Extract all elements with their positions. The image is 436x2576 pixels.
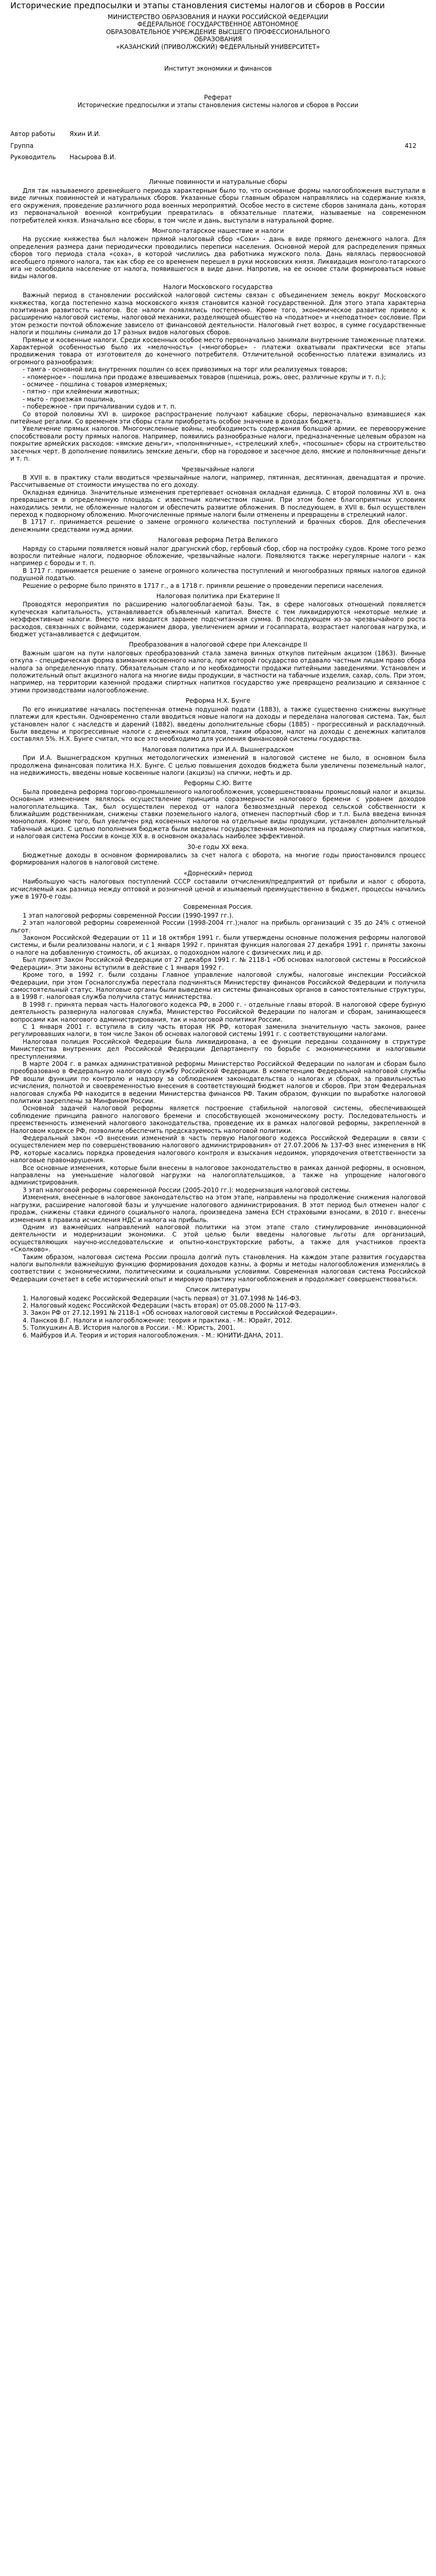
body-paragraph: Увеличение прямых налогов. Многочисленные войны, необходимость содержания большой армии, ее перевооружение способствовали росту прямых налогов. Например, появились разнообразные налоги, предназначенные целевым образом на покрытие армейских расходов: «ямские деньги», «полоняничные», «стрелецкий хлеб», «посошные» сборы на строительство засечных черт. В дополнение появились земские деньги, сбор на городовое и засечное дело, ямские и полоняничные деньги и т. п. [10, 425, 426, 463]
body-paragraph: Был принят Закон Российской Федерации от 27 декабря 1991 г. № 2118-1 «Об основах налоговой системы в Российской Федерации». Эти законы вступили в действие с 1 января 1992 г. [10, 956, 426, 971]
body-paragraph: 2. Налоговый кодекс Российской Федерации (часть вторая) от 05.08.2000 № 117-ФЗ. [23, 1301, 301, 1309]
body-paragraph: Прямые и косвенные налоги. Среди косвенных особое место первоначально занимали внутренние таможенные платежи. Характерной особенностью было их «мелочность» («многоборье» - платежи охватывали практически все этапы продвижения товара от изготовителя до конечного потребителя. Отличительной особенностью платежи взимались из огромного разнообразия: [10, 336, 426, 366]
section-heading: Реформа Н.Х. Бунге [185, 697, 251, 705]
document-body [10, 178, 426, 1339]
body-paragraph: 1. Налоговый кодекс Российской Федерации (часть первая) от 31.07.1998 № 146-ФЗ. [23, 1294, 302, 1302]
meta-group-label: Группа [10, 142, 34, 149]
body-paragraph: В марте 2004 г. в рамках административной реформы Министерство Российской Федерации по налогам и сборам было преобразовано в Федеральную налоговую службу Российской Федерации. В компетенцию Федеральной налоговой службы РФ вошли функции по контролю и надзору за соблюдением законодательства о налогах и сборах, за правильностью исчисления, полнотой и своевременностью внесения в соответствующий бюджет налогов и сборов. При этом Федеральная налоговая служба РФ находится в ведении Министерства финансов РФ. Таким образом, функции по выработке налоговой политики закреплены за Минфином России. [10, 1060, 426, 1105]
body-paragraph: - «померное» - пошлина при продаже взвешиваемых товаров (пшеница, рожь, овес, различные крупы и т. п.); [23, 373, 386, 381]
section-heading: Налоговая политика при И.А. Вышнеградском [142, 745, 294, 753]
meta-head-label: Руководитель [10, 154, 56, 161]
body-paragraph: Все основные изменения, которые были внесены в налоговое законодательство в рамках данной реформы, в основном, направлены на уменьшение налоговой нагрузки на налогоплательщиков, а также на упрощение налогового администрирования. [10, 1164, 426, 1187]
meta-group-row [10, 142, 426, 149]
section-heading: Налоги Московского государства [163, 283, 273, 291]
meta-author-row [10, 130, 426, 138]
header-line: МИНИСТЕРСТВО ОБРАЗОВАНИЯ И НАУКИ РОССИЙСКОЙ ФЕДЕРАЦИИ [108, 13, 328, 21]
meta-head-value: Насырова В.И. [69, 154, 116, 161]
body-paragraph: - мыто - проезжая пошлина, [23, 395, 115, 403]
body-paragraph: Налоговая полиция Российской Федерации была ликвидирована, а ее функции переданы созданному в структуре Министерства внутренних дел Российской Федерации Департаменту по борьбе с экономическими и налоговыми преступлениями. [10, 1038, 426, 1060]
body-paragraph: Бюджетные доходы в основном формировались за счет налога с оборота, на многие годы приостановился процесс формирования налогов в налоговой системе. [10, 852, 426, 867]
body-paragraph: - пятно - при клеймении животных; [23, 388, 139, 396]
body-paragraph: 2 этап налоговой реформы современной России (1998-2004 гг.);налог на прибыль организаций с 35 до 24% с отменой льгот. [10, 919, 426, 934]
body-paragraph: Окладная единица. Значительные изменения претерпевает основная окладная единица. С второй половины XVI в. она превращается в определенную площадь с известным количеством пашни. При этом более благоприятных условиях находились земли, не обложенные налогом и обеспечить развитие обложения. В последующем, в XVII в. был осуществлен переход к подворному обложению. Многочисленные прямые налоги были отменены и превращены в стрелецкий налог. [10, 488, 426, 518]
body-paragraph: - осмичее - пошлина с товаров измеряемых; [23, 381, 167, 388]
body-paragraph: Важный период в становлении российской налоговой системы связан с объединением земель вокруг Московского княжества, когда постепенно казна московского князя становится казной государственной. Для этого этапа характерна позитивная развитость налогов. Все налоги появлялись постепенно. Кроме того, экономическое развитие привело к расширению налоговой системы, налоговой механики, разделяющей общество на «податное» и «неподатное» сословие. При этом резкости почтой обложение зависело от финансовой деятельности. Налоговый гнет возрос, в сумме государственные налоги и пошлины снимали до 17 разных видов налоговых сборов. [10, 292, 426, 336]
body-paragraph: - побережное - при причаливании судов и т. п. [23, 403, 177, 411]
meta-author-value: Яхин И.И. [69, 130, 101, 138]
body-paragraph: Была проведена реформа торгово-промышленного налогообложения, усовершенствованы промысловый налог и акцизы. Основным изменением являлось осуществление принципа соразмерности налогового бремени с уровнем доходов налогоплательщика. Так, был осуществлен переход от налога безвозмездный переход сельской собственности к ближайшим родственникам, снижены ставки поземельного налога, отменен паспортный сбор и т.п. Была введена винная монополия. Кроме того, был увеличен ряд косвенных налогов на отдельные виды продукции, установлен дополнительный табачный акциз. С целью пополнения бюджета были введены государственная монополия на продажу спиртных напитков, и налоговая система России в конце XIX в. в основном оказалась наиболее эффективной. [10, 788, 426, 840]
section-heading: Современная Россия. [183, 903, 253, 911]
body-paragraph: По его инициативе началась постепенная отмена подушной подати (1883), а также существенно снижены выкупные платежи для крестьян. Одновременно стали вводиться новые налоги на доходы и переделана налоговая система. Так, был установлен налог с наследств и дарений (1882), введены дополнительные сборы (1885) - прогрессивный и раскладочный. Были введены и прогрессивные налоги с денежных капиталов, таким образом, налог на доходы с денежных капиталов составлял 5%. Н.Х. Бунге считал, что все это необходимо для усиления финансовой системы государства. [10, 705, 426, 743]
body-paragraph: Федеральный закон «О внесении изменений в часть первую Налогового кодекса Российской Федерации в связи с осуществлением мер по совершенствованию налогового администрирования» от 27.07.2006 № 137-ФЗ внес изменения в НК РФ, которые касались порядка проведения налогового контроля и взыскания недоимок, упорядочения ответственности за налоговые правонарушения. [10, 1134, 426, 1164]
meta-group-value: 412 [405, 142, 416, 149]
header-line: ОБРАЗОВАНИЯ [194, 36, 242, 43]
meta-author-label: Автор работы [10, 130, 56, 138]
doc-type: Реферат [204, 94, 232, 101]
body-paragraph: В 1717 г. принимается решение о замене огромного количества поступлений и брачных сборов. Для обеспечения денежными средствами нужд армии. [10, 518, 426, 533]
meta-block [10, 130, 426, 161]
body-paragraph: Со второй половины XVI в. широкое распространение получают кабацкие сборы, первоначально взимавшиеся как питейные регалии. Со временем эти сборы стали приобретать особое значение в доходах бюджета. [10, 410, 426, 426]
section-heading: Список литературы [185, 1286, 251, 1294]
body-paragraph: 1 этап налоговой реформы современной России (1990-1997 гг.). [23, 911, 234, 919]
body-paragraph: 6. Майбуров И.А. Теория и история налогообложения. - М.: ЮНИТИ-ДАНА, 2011. [23, 1331, 283, 1339]
body-paragraph: 4. Пансков В.Г. Налоги и налогообложение: теория и практика. - М.: Юрайт, 2012. [23, 1316, 292, 1324]
header-line: ФЕДЕРАЛЬНОЕ ГОСУДАРСТВЕННОЕ АВТОНОМНОЕ [137, 21, 299, 28]
body-paragraph: В 1717 г. принимается решение о замене огромного количества поступлений и многообразных прямых налогов единой подушной податью. [10, 567, 426, 582]
body-paragraph: 3. Закон РФ от 27.12.1991 № 2118-1 «Об основах налоговой системы в Российской Федерации». [23, 1309, 338, 1317]
institute-name: Институт экономики и финансов [164, 65, 272, 73]
header-line: ОБРАЗОВАТЕЛЬНОЕ УЧРЕЖДЕНИЕ ВЫСШЕГО ПРОФЕССИОНАЛЬНОГО [106, 28, 330, 36]
section-heading: Налоговая политика при Екатерине II [156, 592, 280, 600]
body-paragraph: Одним из важнейших направлений налоговой политики на этом этапе стало стимулирование инновационной деятельности и модернизации экономики. С этой целью были введены налоговые льготы для организаций, осуществляющих научно-исследовательские и опытно-конструкторские работы, а также для участников проекта «Сколково». [10, 1223, 426, 1253]
body-paragraph: Наибольшую часть налоговых поступлений СССР составили отчисления/предприятий от прибыли и налог с оборота, исчисляемый как разница между оптовой и розничной ценой и изымаемый преимущественно в бюджет, процессы начались уже в 1970-е годы. [10, 878, 426, 901]
body-paragraph: Важным шагом на пути налоговых преобразований стала замена винных откупов питейным акцизом (1863). Винные откупа - специфическая форма взимания косвенного налога, при которой государство отдавало частным лицам право сбора налога за определенную плату. Обязательным стало и по необходимости продажи питейными заведениями. Установлен и положительный опыт акцизного налога на многие виды продукции, в частности на табачные изделия, сахар, соль. При этом, например, на территории казенной продажи спиртных напитков государство уже превращено реализацию и связанное с этими производствами налогообложение. [10, 649, 426, 694]
section-heading: 30-е годы XX века. [187, 843, 249, 851]
body-paragraph: Изменения, внесенные в налоговое законодательство на этом этапе, направлены на продолжение снижения налоговой нагрузки, расширение налоговой базы и улучшение налогового администрирования. В этот период был отменен налог с продаж, снижены ставки единого социального налога, произведена замена ЕСН страховыми взносами, в 2010 г. внесены изменения в правила исчисления НДС и налога на прибыль. [10, 1194, 426, 1224]
meta-head-row [10, 154, 426, 161]
body-paragraph: В XVII в. в практику стали вводиться чрезвычайные налоги, например, пятинная, десятинная, двенадцатая и прочие. Рассчитываемые от стоимости имущества по его доходу. [10, 473, 426, 489]
body-paragraph: Наряду со старыми появляется новый налог драгунский сбор, гербовый сбор, сбор на постройку судов. Кроме того резко возросли питейные налоги, подворное обложение, чрезвычайные налоги. Появляются также нерегулярные налоги - как например с бороды и т. п. [10, 545, 426, 567]
doc-subject: Исторические предпосылки и этапы становления системы налогов и сборов в России [77, 101, 359, 109]
section-heading: Личные повинности и натуральные сборы [149, 178, 287, 186]
body-paragraph: Кроме того, в 1992 г. были созданы Главное управление налоговой службы, налоговые инспекции Российской Федерации, при этом Госналогслужба перестала подчиняться Министерству финансов Российской Федерации и получила самостоятельный статус. Налоговые органы были выведены из системы финансовых органов в самостоятельные структуры, а в 1998 г. налоговая служба получила статус министерства. [10, 971, 426, 1001]
section-heading: Преобразования в налоговой сфере при Александре II [129, 641, 307, 649]
body-paragraph: - тамга - основной вид внутренних пошлин со всех привозимых на торг или реализуемых товаров; [23, 366, 348, 374]
body-paragraph: Основной задачей налоговой реформы является построение стабильной налоговой системы, обеспечивающей соблюдение принципа равного налогового бремени и способствующей экономическому росту. Последовательность и преемственность изменений налогового законодательства, проведение их в рамках налоговой реформы, закрепленной в Налоговом кодексе РФ, позволили обеспечить предсказуемость налоговой политики. [10, 1105, 426, 1134]
section-heading: Налоговая реформа Петра Великого [158, 536, 278, 544]
section-heading: Монголо-татарское нашествие и налоги [152, 227, 284, 234]
section-heading: Чрезвычайные налоги [181, 465, 255, 473]
body-paragraph: На русские княжества был наложен прямой налоговый сбор «Сохи» - дань в виде прямого денежного налога. Для определения размера дани периодически проводились переписи населения. Основной мерой для распределения прямых сборов того периода стала «соха», в которой числились два работника мужского пола. Дань являлась первоосновой всеобщего прямого налога, так как сбор ее со временем перешел в руки московских князя. Ликвидация монголо-татарского ига не освободила население от налога, появившегося в виде дани. Напротив, на ее основе стали формироваться новые виды налогов. [10, 235, 426, 280]
body-paragraph: При И.А. Вышнеградском крупных методологических изменений в налоговой системе не было, в основном была продолжена финансовая политика Н.Х. Бунге. С целью повышения доходов бюджета были увеличены поземельный налог, на недвижимость, введены новые косвенные налоги (акцизы) на спички, нефть и др. [10, 754, 426, 776]
body-paragraph: 5. Толкушкин А.В. История налогов в России. - М.: Юристъ, 2001. [23, 1324, 236, 1332]
section-heading: «Дорнеский» период [183, 869, 253, 877]
body-paragraph: Проводятся мероприятия по расширению налогооблагаемой базы. Так, в сфере налоговых отношений появляется купеческая капитальность, устанавливается объявленный капитал. Вместе с тем ликвидируются некоторые мелкие и неэффективные налоги. Вместо них вводится заранее подсчитанная сумма. В последующем из-за чрезвычайного роста расходов, связанных с войнами, содержанием двора, увеличением армии и госаппарата, возрастает налоговая нагрузка, и бюджет устанавливается с дефицитом. [10, 601, 426, 638]
body-paragraph: 3 этап налоговой реформы современной России (2005-2010 гг.): модернизация налоговой системы. [23, 1186, 351, 1194]
body-paragraph: Для так называемого древнейшего периода характерным было то, что основные формы налогообложения выступали в виде личных повинностей и натуральных сборов. Указанные сборы главным образом направлялись на содержание князя, его окружения, проведение различного рода военных мероприятий. Особое место в системе сборов занимала дань, которая из первоначальной военной контрибуции превратилась в обязательные платежи, называемые на современном потребителей князя. Изначально все сборы, в том числе и дань, выступали в натуральной форме. [10, 187, 426, 224]
body-paragraph: Законом Российской Федерации от 11 и 18 октября 1991 г. были утверждены основные положения реформы налоговой системы, и были реализованы налоги, и с 1 января 1992 г. принятая функция налоговая 27 декабря 1991 г. приняты законы о налоге на добавленную стоимость, об акцизах, о подоходном налоге с физических лиц и др. [10, 934, 426, 956]
body-paragraph: С 1 января 2001 г. вступила в силу часть вторая НК РФ, которая заменила значительную часть законов, ранее регулировавших налоги, в том числе Закон об основах налоговой системы 1991 г. с соответствующими налогами. [10, 1023, 426, 1038]
header-line: «КАЗАНСКИЙ (ПРИВОЛЖСКИЙ) ФЕДЕРАЛЬНЫЙ УНИВЕРСИТЕТ» [116, 43, 320, 50]
page-title: Исторические предпосылки и этапы становления системы налогов и сборов в России [10, 1, 385, 10]
section-heading: Реформы С.Ю. Витте [184, 779, 252, 787]
university-header [10, 13, 426, 50]
body-paragraph: Решение о реформе было принято в 1717 г., а в 1718 г. приняли решение о проведении переписи населения. [23, 582, 384, 589]
body-paragraph: В 1998 г. принята первая часть Налогового кодекса РФ, в 2000 г. - отдельные главы второй. В налоговой сфере бурную деятельность развернула налоговая служба, Министерство Российской Федерации по налогам и сборам, занимающееся вопросами как налогового администрирования, так и налоговой политики России. [10, 1001, 426, 1023]
body-paragraph: Таким образом, налоговая система России прошла долгий путь становления. На каждом этапе развития государства налоги выполняли важнейшую функцию формирования доходов казны, а формы и методы налогообложения изменялись в соответствии с экономическими, политическими и социальными условиями. Современная налоговая система Российской Федерации сочетает в себе исторический опыт и мировую практику налогообложения и продолжает совершенствоваться. [10, 1253, 426, 1283]
